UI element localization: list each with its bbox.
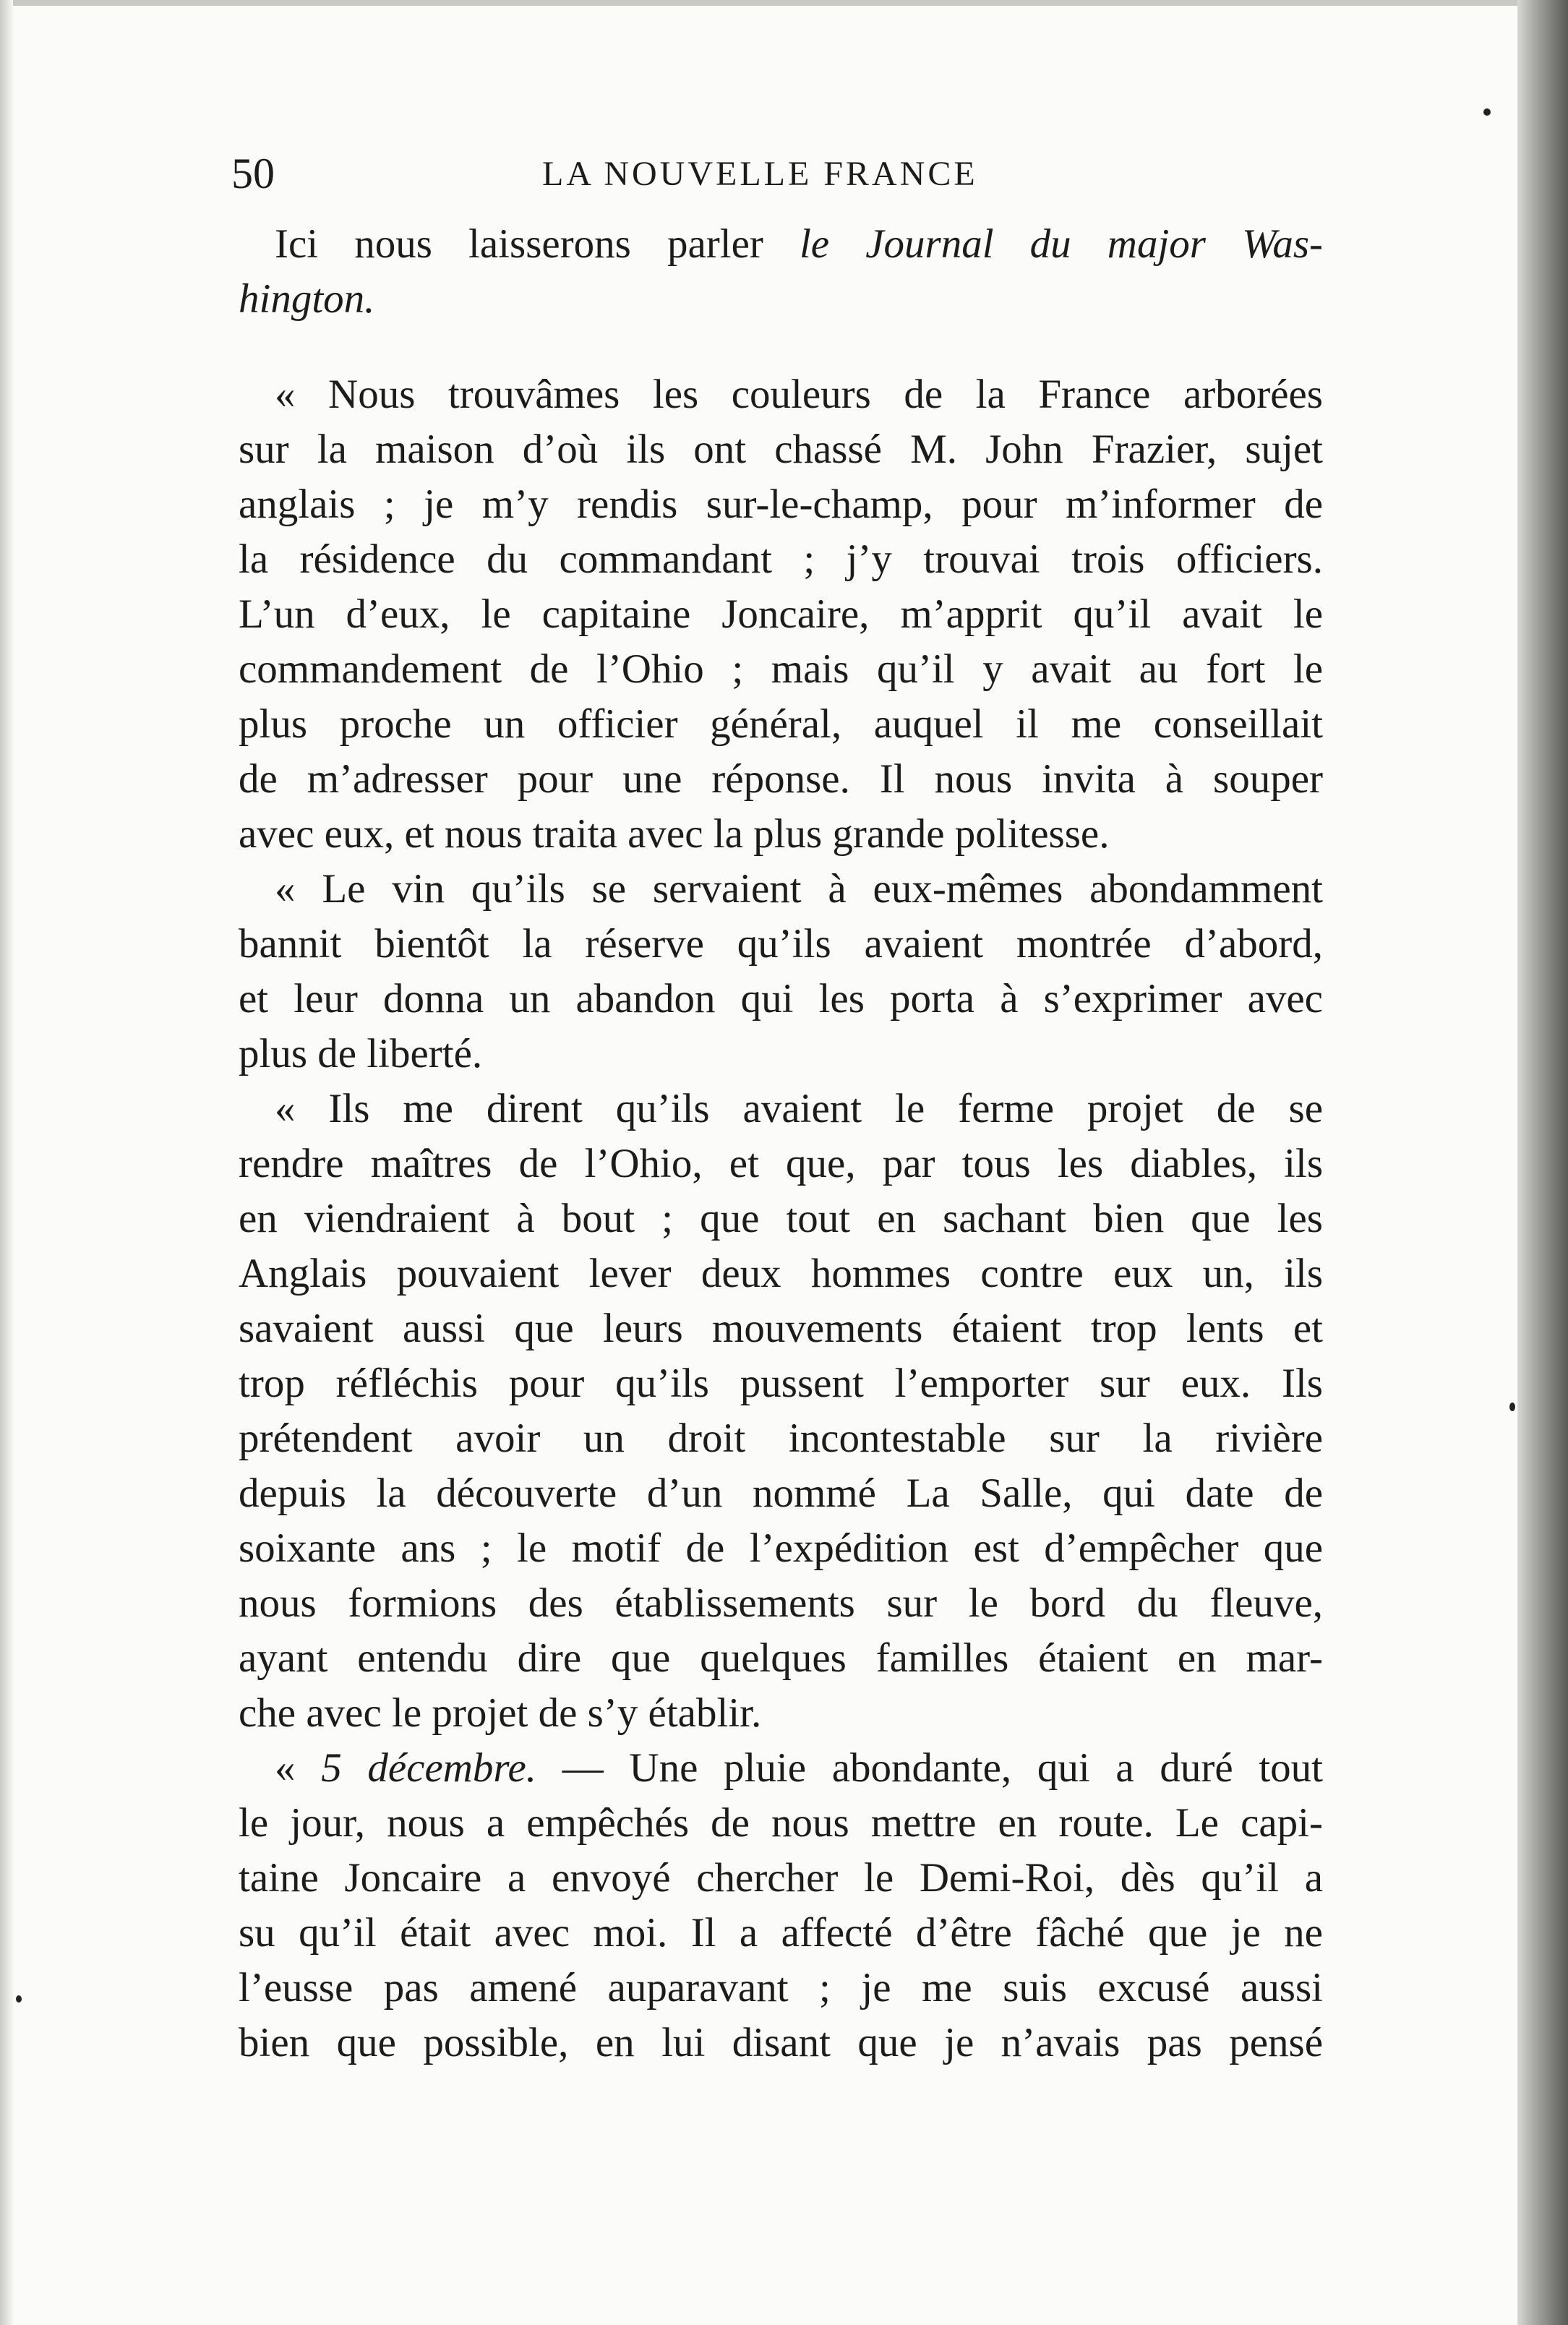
- paragraph-gap: [239, 327, 1323, 367]
- ink-speck: [1509, 1403, 1515, 1411]
- text-line: en viendraient à bout ; que tout en sachant bien que les: [239, 1196, 1323, 1241]
- page-top-edge: [0, 0, 1568, 6]
- text-line: prétendent avoir un droit incontestable sur la rivière: [239, 1416, 1323, 1461]
- body-text: [239, 217, 1323, 2071]
- text-line: [239, 272, 1323, 327]
- text-line: bien que possible, en lui disant que je n’avais pas pensé: [239, 2020, 1323, 2065]
- text-line: ayant entendu dire que quelques familles étaient en mar-: [239, 1635, 1323, 1681]
- text-line: Anglais pouvaient lever deux hommes contre eux un, ils: [239, 1251, 1323, 1296]
- text-line: che avec le projet de s’y établir.: [239, 1690, 762, 1736]
- text-line: su qu’il était avec moi. Il a affecté d’être fâché que je ne: [239, 1910, 1323, 1956]
- text-line: sur la maison d’où ils ont chassé M. John Frazier, sujet: [239, 427, 1323, 472]
- text-line: depuis la découverte d’un nommé La Salle, qui date de: [239, 1470, 1323, 1516]
- page-left-edge: [0, 0, 13, 2325]
- text-line: avec eux, et nous traita avec la plus grande politesse.: [239, 811, 1110, 857]
- intro-italic-end: hington.: [239, 276, 375, 322]
- text-line: rendre maîtres de l’Ohio, et que, par tous les diables, ils: [239, 1141, 1323, 1186]
- dec5-open: «: [275, 1745, 322, 1791]
- text-line: « Ils me dirent qu’ils avaient le ferme projet de se: [275, 1086, 1323, 1131]
- text-line: [239, 217, 1323, 272]
- text-line: « Nous trouvâmes les couleurs de la France arborées: [275, 372, 1323, 417]
- intro-italic: le Journal du major Was-: [799, 221, 1323, 267]
- ink-speck: [1483, 108, 1491, 116]
- text-line: soixante ans ; le motif de l’expédition est d’empêcher que: [239, 1525, 1323, 1571]
- text-line: le jour, nous a empêchés de nous mettre en route. Le capi-: [239, 1800, 1323, 1846]
- text-line: nous formions des établissements sur le bord du fleuve,: [239, 1580, 1323, 1626]
- page-binding-edge: [1517, 0, 1568, 2325]
- text-line: trop réfléchis pour qu’ils pussent l’emporter sur eux. Ils: [239, 1361, 1323, 1406]
- ink-speck: [16, 1995, 22, 2003]
- text-line: savaient aussi que leurs mouvements étaient trop lents et: [239, 1306, 1323, 1351]
- text-line: taine Joncaire a envoyé chercher le Demi-Roi, dès qu’il a: [239, 1855, 1323, 1901]
- text-line: plus proche un officier général, auquel il me conseillait: [239, 701, 1323, 747]
- text-line: « Le vin qu’ils se servaient à eux-mêmes abondamment: [275, 866, 1323, 912]
- text-line: [239, 1741, 1323, 1796]
- text-line: et leur donna un abandon qui les porta à s’exprimer avec: [239, 976, 1323, 1022]
- text-line: la résidence du commandant ; j’y trouvai trois officiers.: [239, 536, 1323, 582]
- text-line: anglais ; je m’y rendis sur-le-champ, pour m’informer de: [239, 481, 1323, 527]
- dec5-date: 5 décembre.: [321, 1745, 537, 1791]
- text-line: L’un d’eux, le capitaine Joncaire, m’apprit qu’il avait le: [239, 591, 1323, 637]
- text-line: l’eusse pas amené auparavant ; je me suis excusé aussi: [239, 1965, 1323, 2011]
- running-head: LA NOUVELLE FRANCE: [542, 155, 978, 193]
- text-line: plus de liberté.: [239, 1031, 483, 1076]
- text-line: de m’adresser pour une réponse. Il nous invita à souper: [239, 756, 1323, 802]
- text-line: bannit bientôt la réserve qu’ils avaient montrée d’abord,: [239, 921, 1323, 967]
- intro-plain: Ici nous laisserons parler: [275, 221, 800, 267]
- text-line: commandement de l’Ohio ; mais qu’il y avait au fort le: [239, 646, 1323, 692]
- dec5-rest: — Une pluie abondante, qui a duré tout: [536, 1745, 1323, 1791]
- page-header: [231, 148, 1323, 199]
- page-number: 50: [231, 150, 275, 197]
